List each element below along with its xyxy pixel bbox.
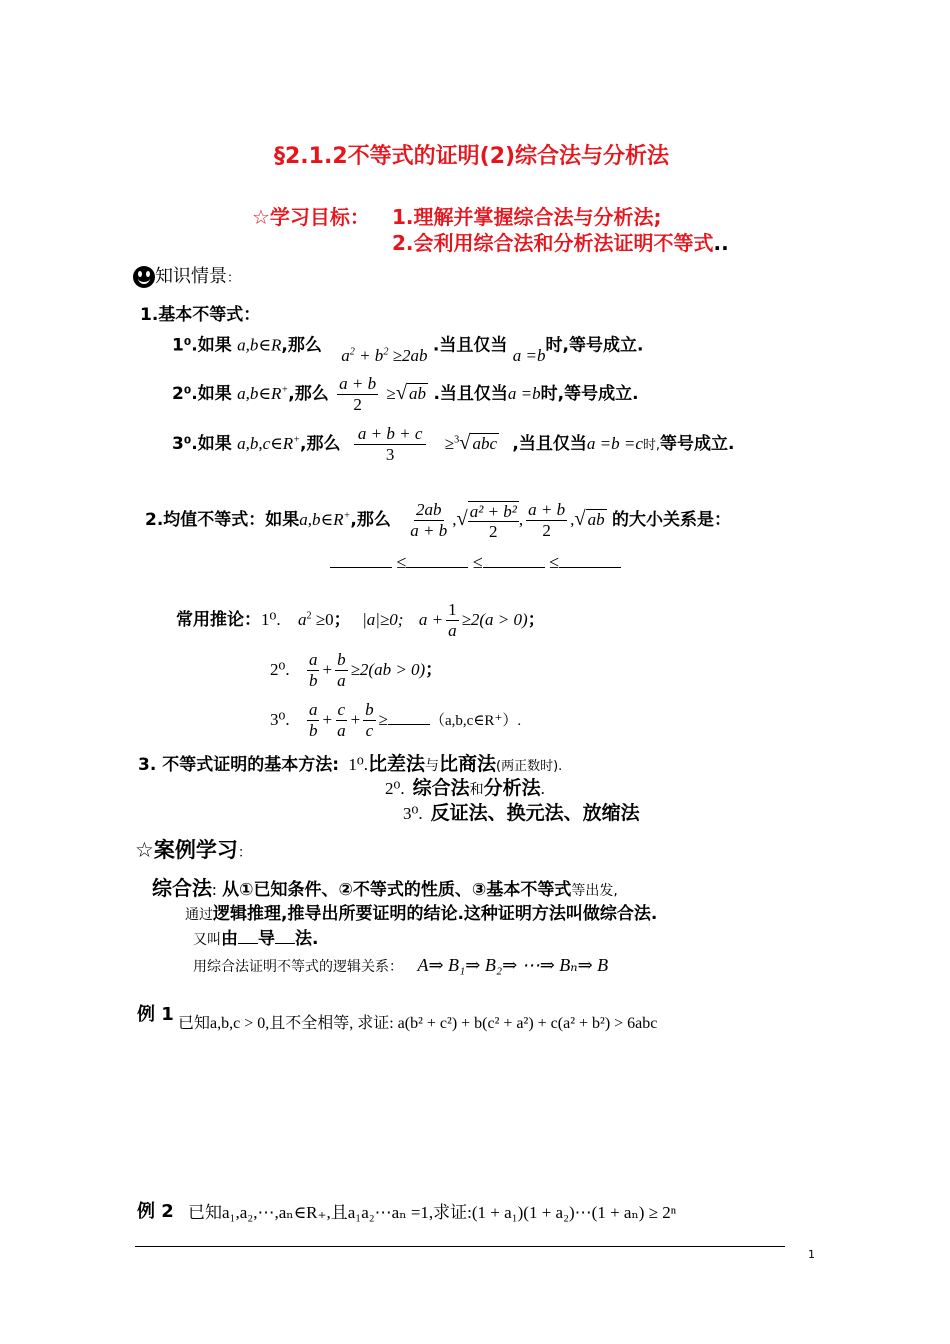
corollary-2: 2⁰. $\frac{a}{b}$ + $\frac{b}{a}$ ≥2(ab > 0)； <box>270 650 443 690</box>
basic-item-3: 3⁰.如果 a,b,c∈R+,那么 $\frac{a + b + c}{3}$ ≥$^3$√ abc ,当且仅当a =b =c时,等号成立. <box>172 424 735 464</box>
synthesis-line-3: 又叫由 导 法. <box>193 929 319 949</box>
methods-1: 3. 不等式证明的基本方法: 1⁰.比差法与比商法(两正数时). <box>138 753 563 775</box>
methods-2: 2⁰. 综合法和分析法. <box>385 777 545 799</box>
page-number: 1 <box>808 1248 815 1261</box>
corollary-3: 3⁰. $\frac{a}{b}$ + $\frac{c}{a}$ + $\frac{b}{c}$ ≥ （a,b,c∈R⁺）. <box>270 700 522 740</box>
mean-blanks: ≤ ≤ ≤ <box>330 552 621 573</box>
goals-label: ☆学习目标： <box>252 205 370 229</box>
example-1-label: 例 1 <box>137 1004 174 1025</box>
page-title: §2.1.2不等式的证明(2)综合法与分析法 <box>274 144 670 169</box>
goal-1: 1.理解并掌握综合法与分析法; <box>392 205 662 229</box>
footer-rule <box>135 1246 785 1247</box>
cases-heading: ☆案例学习： <box>135 838 252 862</box>
basic-heading: 1.基本不等式： <box>140 305 261 325</box>
example-2-text: 已知a₁,a₂,⋯,aₙ∈R₊,且a₁a₂⋯aₙ =1,求证:(1 + a₁)(1 + a₂)⋯(1 + aₙ) ≥ 2ⁿ <box>188 1203 677 1222</box>
example-1-text: 已知a,b,c > 0,且不全相等, 求证: a(b² + c²) + b(c² + a²) + c(a² + b²) > 6abc <box>178 1015 658 1032</box>
mean-inequality: 2.均值不等式：如果a,b∈R+,那么 $\frac{2ab}{a + b}$ ,√ $\frac{\text{a² + b²}}{2}$ , $\frac{a + b}{2}$ ,√ ab 的大小关系是： <box>145 500 731 542</box>
methods-3: 3⁰. 反证法、换元法、放缩法 <box>403 802 640 824</box>
knowledge-heading: 知识情景： <box>133 262 240 288</box>
basic-item-2: 2⁰.如果 a,b∈R+,那么 $\frac{a + b}{2}$ ≥√ ab .当且仅当a =b时,等号成立. <box>172 374 639 414</box>
logic-relation: 用综合法证明不等式的逻辑关系： A⇒ B₁⇒ B₂⇒ ⋯⇒ Bₙ⇒ B <box>193 955 609 975</box>
synthesis-line-1: 综合法: 从①已知条件、②不等式的性质、③基本不等式等出发, <box>152 876 618 900</box>
goal-2: 2.会利用综合法和分析法证明不等式.. <box>392 231 729 255</box>
example-2-label: 例 2 <box>137 1201 174 1222</box>
smiley-icon <box>133 266 155 288</box>
basic-item-1: 1⁰.如果 a,b∈R,那么 $a^2 + b^2 \ge 2ab$ .当且仅当 a =b时,等号成立. <box>172 335 644 365</box>
synthesis-line-2: 通过逻辑推理,推导出所要证明的结论.这种证明方法叫做综合法. <box>185 904 658 924</box>
corollary-1: 常用推论：1⁰. $a^2 \ge 0$； |a|≥0; a + $\frac{1}{a}$ ≥2(a > 0)； <box>176 600 545 640</box>
